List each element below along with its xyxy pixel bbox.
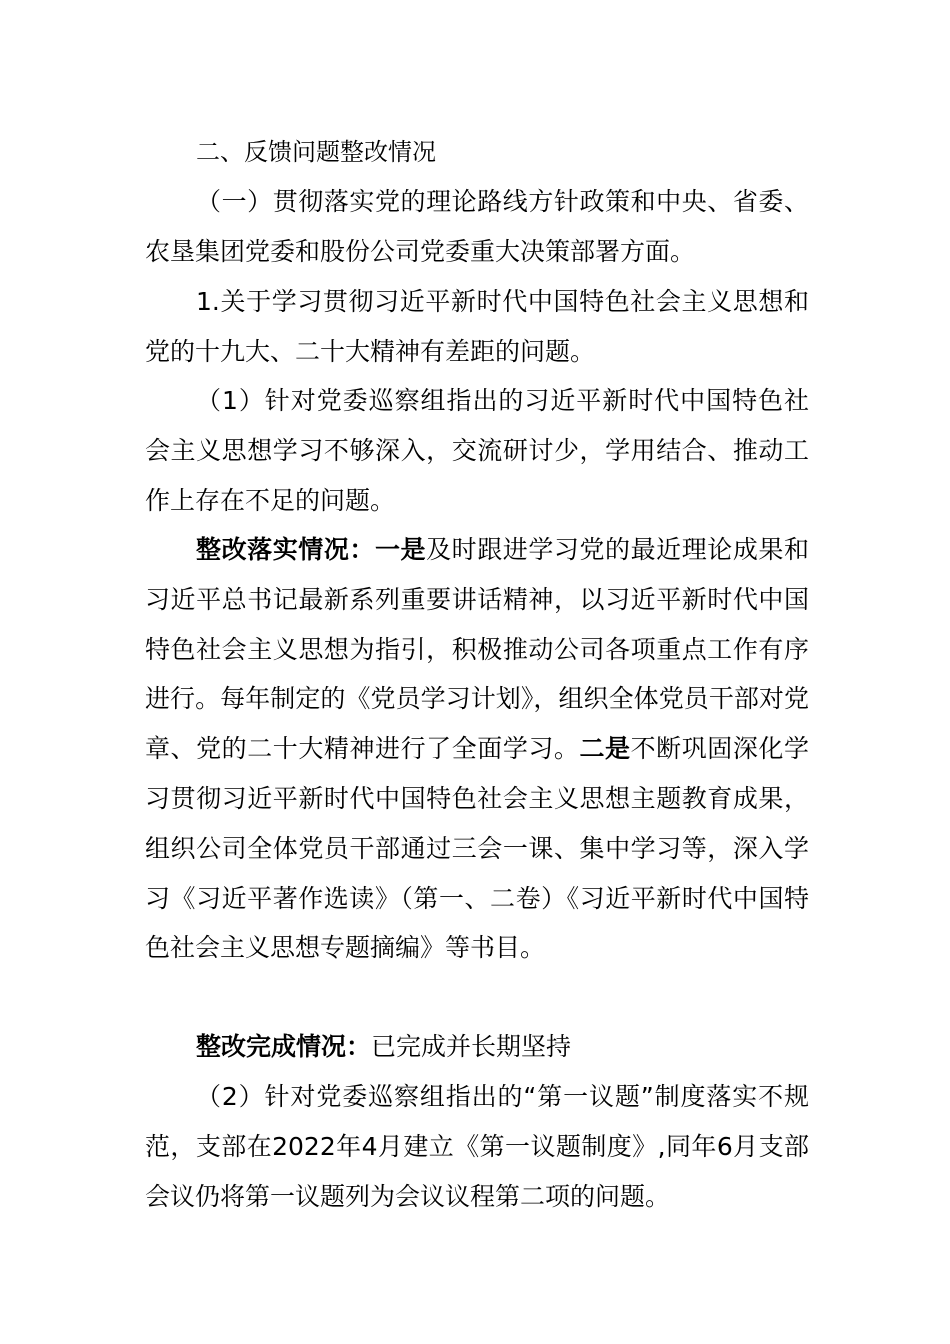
issue-paragraph-1: （1）针对党委巡察组指出的习近平新时代中国特色社会主义思想学习不够深入，交流研讨少，学用结合、推动工作上存在不足的问题。 [145, 386, 809, 515]
issue-paragraph-2: （2）针对党委巡察组指出的“第一议题”制度落实不规范，支部在2022年4月建立《第一议题制度》,同年6月支部会议仍将第一议题列为会议议程第二项的问题。 [145, 1082, 809, 1211]
first-point-marker: 一是 [374, 535, 427, 564]
completion-text: 已完成并长期坚持 [371, 1032, 572, 1061]
rectification-label: 整改落实情况： [196, 535, 375, 564]
item-heading: 1.关于学习贯彻习近平新时代中国特色社会主义思想和党的十九大、二十大精神有差距的问题。 [145, 287, 809, 366]
completion-paragraph [145, 1022, 809, 1072]
section-heading: 二、反馈问题整改情况 [196, 138, 436, 166]
rectification-paragraph [145, 525, 809, 973]
subsection-heading: （一）贯彻落实党的理论路线方针政策和中央、省委、农垦集团党委和股份公司党委重大决策部署方面。 [145, 187, 809, 266]
first-point-text: 及时跟进学习党的最近理论成果和习近平总书记最新系列重要讲话精神，以习近平新时代中国特色社会主义思想为指引，积极推动公司各项重点工作有序进行。每年制定的《党员学习计划》，组织全体党员干部对党章、党的二十大精神进行了全面学习。 [145, 535, 809, 764]
second-point-text: 不断巩固深化学习贯彻习近平新时代中国特色社会主义思想主题教育成果，组织公司全体党员干部通过三会一课、集中学习等，深入学习《习近平著作选读》（第一、二卷）《习近平新时代中国特色社会主义思想专题摘编》等书目。 [145, 734, 809, 963]
completion-label: 整改完成情况： [196, 1032, 372, 1061]
second-point-marker: 二是 [579, 734, 631, 764]
